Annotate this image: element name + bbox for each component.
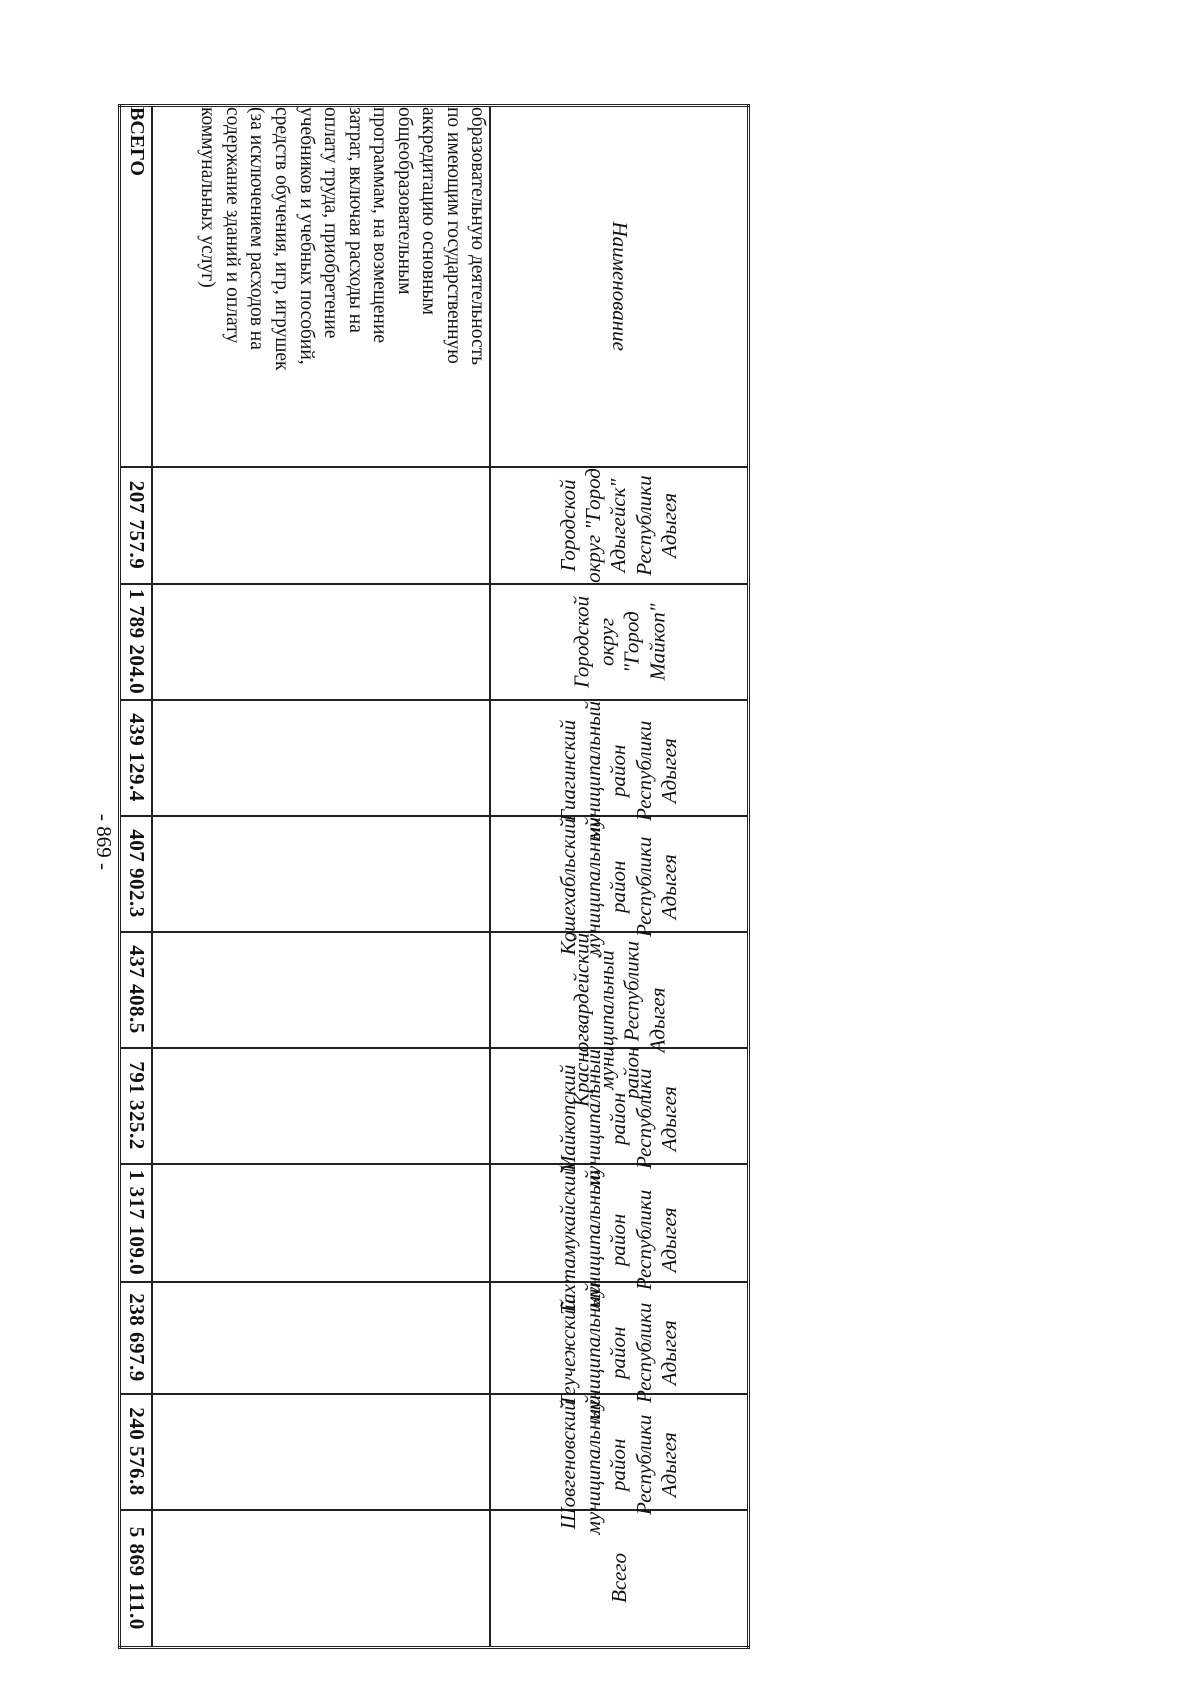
row-description: образовательную деятельность по имеющим государственную аккредитацию основным общеобразовательным программам, на возмещение затрат, включая расходы на оплату труда, приобретение учебников и учебных пособий, средств обучения, игр, игрушек (за исключением расходов на содержание зданий и оплату коммунальных услуг): [153, 106, 491, 467]
header-column: [491, 700, 749, 840]
header-column-label: Майкопский муниципальный район Республики Адыгея: [556, 1048, 682, 1188]
total-value: 240 576.8: [120, 1394, 153, 1510]
table-header-row: [491, 106, 749, 1648]
table-cell: [153, 1394, 491, 1510]
total-value: 407 902.3: [120, 816, 153, 932]
header-column-label: Всего: [606, 1553, 631, 1604]
header-column: [491, 1048, 749, 1188]
table-cell: [153, 584, 491, 700]
table-cell: [153, 700, 491, 816]
total-row: [120, 106, 153, 1648]
table-row: [153, 106, 491, 1648]
table-cell: [153, 1510, 491, 1648]
total-value: 238 697.9: [120, 1282, 153, 1394]
total-value: 1 789 204.0: [120, 584, 153, 700]
header-column: [491, 816, 749, 956]
table-cell: [153, 1048, 491, 1164]
table-cell: [153, 467, 491, 584]
header-column: [491, 467, 749, 584]
header-column-label: Красногвардейский муниципальный район Республики Адыгея: [568, 932, 669, 1107]
grand-total-value: 5 869 111.0: [120, 1510, 153, 1648]
header-column-label: Городской округ "Город Адыгейск" Республики Адыгея: [556, 467, 682, 583]
total-value: 1 317 109.0: [120, 1164, 153, 1282]
total-label: ВСЕГО: [120, 106, 153, 467]
header-column: [491, 932, 749, 1107]
total-value: 207 757.9: [120, 467, 153, 584]
total-value: 791 325.2: [120, 1048, 153, 1164]
rotated-table-wrapper: [121, 104, 750, 1630]
budget-table: [118, 104, 750, 1649]
total-value: 439 129.4: [120, 700, 153, 816]
header-name: Наименование: [491, 106, 749, 467]
header-column: [491, 1282, 749, 1422]
header-column-label: Кошехабльский муниципальный район Республики Адыгея: [556, 816, 682, 956]
header-column-label: Тахтамукайский муниципальный район Республики Адыгея: [556, 1164, 682, 1315]
header-column: [491, 1164, 749, 1315]
header-column-label: Шовгеновский муниципальный район Республики Адыгея: [556, 1394, 682, 1534]
header-column-label: Теучежский муниципальный район Республики Адыгея: [556, 1282, 682, 1422]
header-column: [491, 584, 749, 700]
header-column-label: Городской округ "Город Майкоп": [568, 595, 669, 688]
table-cell: [153, 816, 491, 932]
page-number: - 869 -: [92, 814, 117, 870]
table-cell: [153, 1164, 491, 1282]
table-cell: [153, 1282, 491, 1394]
header-column: [491, 1394, 749, 1534]
total-value: 437 408.5: [120, 932, 153, 1048]
header-column-label: Гиагинский муниципальный район Республики Адыгея: [556, 700, 682, 840]
table-cell: [153, 932, 491, 1048]
